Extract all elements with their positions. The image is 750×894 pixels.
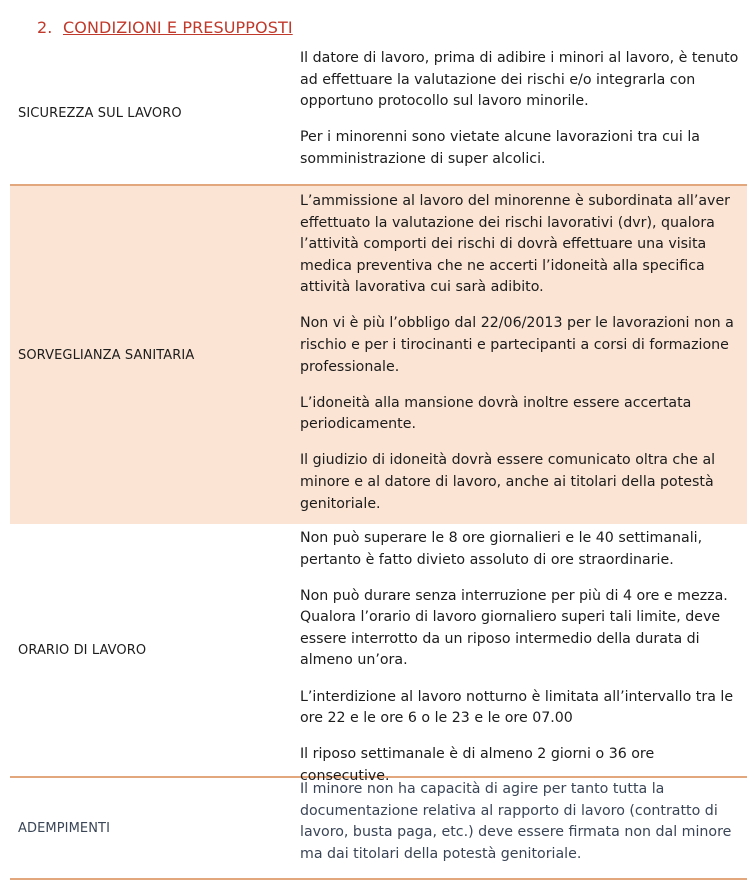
table-row bbox=[10, 186, 747, 524]
paragraph: L’idoneità alla mansione dovrà inoltre essere accertata periodicamente. bbox=[300, 394, 692, 433]
paragraph: L’ammissione al lavoro del minorenne è subordinata all’aver effettuato la valutazione dei rischi lavorativi (dvr), qualora l’attività comporti dei rischi di dovrà effettuare una visita medica preventiva che ne accerti l’idoneità alla specifica attività lavorativa cui sarà adibito. bbox=[300, 193, 731, 296]
section-heading bbox=[37, 18, 293, 37]
table-row bbox=[10, 778, 747, 878]
section-title: CONDIZIONI E PRESUPPOSTI bbox=[63, 18, 293, 37]
table-row bbox=[10, 42, 747, 184]
paragraph: Il riposo settimanale è di almeno 2 giorni o 36 ore consecutive. bbox=[300, 746, 655, 784]
row-content bbox=[300, 778, 747, 878]
paragraph: Non vi è più l’obbligo dal 22/06/2013 per le lavorazioni non a rischio e per i tirocinanti e partecipanti a corsi di formazione professionale. bbox=[300, 315, 734, 375]
row-label: ADEMPIMENTI bbox=[18, 820, 111, 836]
paragraph: Il giudizio di idoneità dovrà essere comunicato oltra che al minore e al datore di lavoro, anche ai titolari della potestà genitoriale. bbox=[300, 452, 716, 512]
row-divider bbox=[10, 878, 747, 880]
row-label: ORARIO DI LAVORO bbox=[18, 642, 147, 658]
row-label: SICUREZZA SUL LAVORO bbox=[18, 105, 182, 121]
table-row bbox=[10, 524, 747, 784]
paragraph: Il datore di lavoro, prima di adibire i minori al lavoro, è tenuto ad effettuare la valutazione dei rischi e/o integrarla con opportuno protocollo sul lavoro minorile. bbox=[300, 50, 739, 110]
paragraph: Per i minorenni sono vietate alcune lavorazioni tra cui la somministrazione di super alcolici. bbox=[300, 129, 700, 167]
section-number: 2. bbox=[37, 18, 53, 37]
paragraph: Non può durare senza interruzione per più di 4 ore e mezza. Qualora l’orario di lavoro giornaliero superi tali limite, deve essere interrotto da un riposo intermedio della durata di almeno un’ora. bbox=[300, 587, 728, 669]
conditions-table bbox=[10, 42, 747, 880]
row-content bbox=[300, 42, 747, 184]
row-content bbox=[300, 186, 747, 524]
paragraph: Il minore non ha capacità di agire per tanto tutta la documentazione relativa al rapporto di lavoro (contratto di lavoro, busta paga, etc.) deve essere firmata non dal minore ma dai titolari della potestà genitoriale. bbox=[300, 781, 732, 862]
paragraph: Non può superare le 8 ore giornalieri e le 40 settimanali, pertanto è fatto divieto assoluto di ore straordinarie. bbox=[300, 530, 703, 568]
row-label: SORVEGLIANZA SANITARIA bbox=[18, 347, 195, 363]
row-content bbox=[300, 524, 747, 784]
paragraph: L’interdizione al lavoro notturno è limitata all’intervallo tra le ore 22 e le ore 6 o le 23 e le ore 07.00 bbox=[300, 688, 734, 727]
